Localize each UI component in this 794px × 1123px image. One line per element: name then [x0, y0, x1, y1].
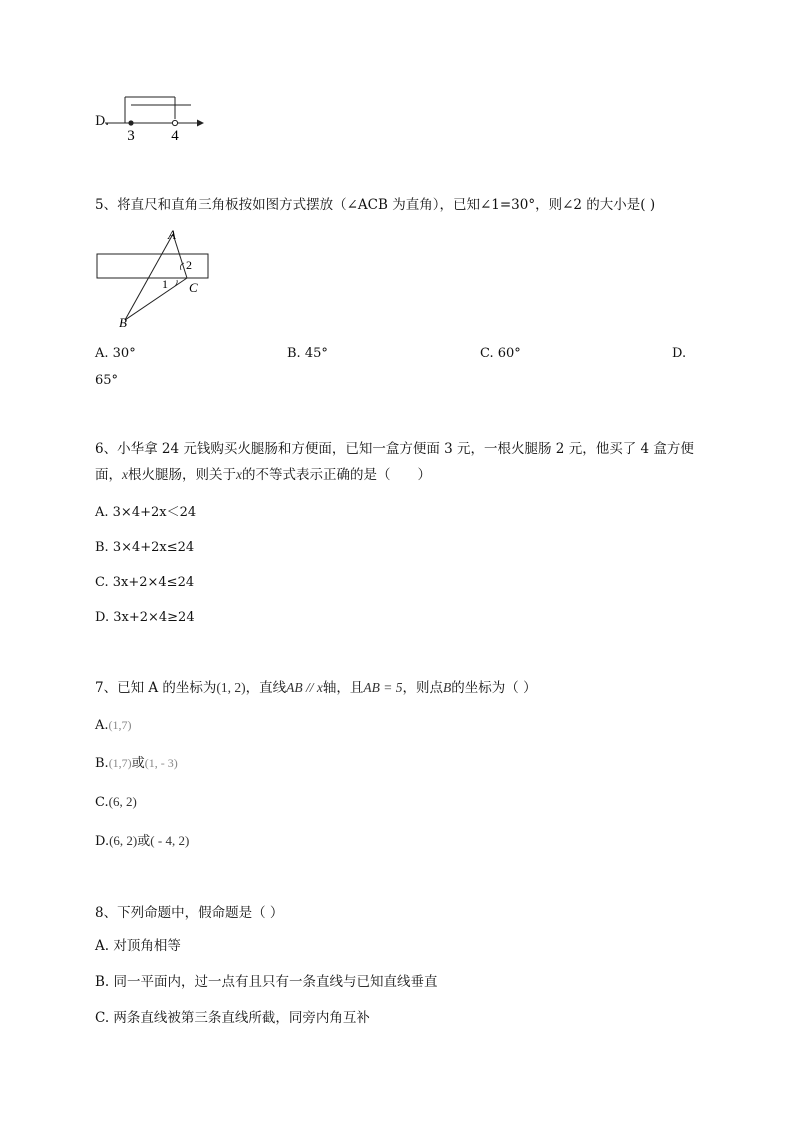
q7-option-a-coord: (1,7)	[108, 718, 132, 732]
q8-option-c: C. 两条直线被第三条直线所截，同旁内角互补	[95, 1010, 370, 1026]
q7-option-b-coord-1: (1,7)	[108, 756, 132, 770]
q6-option-d: D. 3x+2×4≥24	[95, 610, 195, 625]
q7-option-d-coord-2: ( - 4, 2)	[150, 833, 190, 848]
q8-option-b: B. 同一平面内，过一点有且只有一条直线与已知直线垂直	[95, 974, 438, 990]
q5-label-a: A	[168, 227, 176, 242]
q4-tick-label-4: 4	[171, 128, 179, 144]
q7-option-a-label: A.	[95, 718, 109, 733]
q4-solid-dot	[128, 120, 133, 125]
q5-label-2: 2	[186, 258, 192, 272]
q6-var-x: x	[122, 467, 128, 482]
q5-side-bc	[125, 278, 187, 320]
q7-point-b: B	[443, 680, 452, 695]
q6-stem-post: 的不等式表示正确的是（ ）	[242, 467, 431, 483]
q4-tick-label-3: 3	[127, 128, 135, 144]
q8-option-a: A. 对顶角相等	[95, 938, 181, 954]
q5-label-c: C	[189, 280, 198, 295]
q7-stem	[95, 679, 537, 697]
q8-stem: 8、下列命题中，假命题是（ ）	[95, 905, 284, 921]
q6-stem-pre: 面，	[95, 467, 122, 483]
q7-stem-post: 的坐标为（ ）	[451, 680, 537, 696]
q7-option-a	[95, 717, 132, 734]
q7-ab-expr: AB = 5	[363, 680, 403, 695]
q6-option-c: C. 3x+2×4≤24	[95, 575, 195, 590]
q7-option-c	[95, 794, 137, 811]
q7-option-d	[95, 833, 189, 850]
q7-option-b-label: B.	[95, 756, 109, 771]
q7-stem-mid-3: ，则点	[402, 680, 444, 696]
q5-option-d: D.	[672, 346, 687, 361]
q4-option-d-label: D.	[95, 114, 110, 129]
q5-option-c: C. 60°	[480, 346, 521, 361]
q7-option-d-or: 或	[137, 834, 151, 849]
q5-ruler-triangle-figure	[95, 225, 215, 330]
q7-option-b-or: 或	[131, 756, 145, 771]
q7-option-c-label: C.	[95, 795, 109, 810]
q7-coord-a: (1, 2)	[216, 680, 246, 695]
q7-stem-mid-2: 轴，且	[322, 680, 364, 696]
q7-option-d-label: D.	[95, 834, 110, 849]
q5-option-b: B. 45°	[287, 346, 328, 361]
q5-label-b: B	[119, 315, 127, 330]
q7-option-b	[95, 755, 178, 772]
q6-option-b: B. 3×4+2x≤24	[95, 540, 195, 555]
q7-option-b-coord-2: (1, - 3)	[144, 756, 178, 770]
q4-axis-arrow	[197, 120, 204, 127]
q7-stem-mid-1: ，直线	[245, 680, 287, 696]
q6-stem-line-1: 6、小华拿 24 元钱购买火腿肠和方便面，已知一盒方便面 3 元，一根火腿肠 2 元，他买了 4 盒方便	[95, 441, 694, 457]
q7-line-expr: AB // x	[286, 680, 323, 695]
q6-stem-mid: 根火腿肠，则关于	[128, 467, 236, 483]
q7-option-d-coord-1: (6, 2)	[109, 833, 138, 848]
q7-option-c-coord: (6, 2)	[108, 794, 137, 809]
q5-option-a: A. 30°	[95, 346, 136, 361]
q4-number-line-figure	[105, 90, 215, 148]
q6-option-a: A. 3×4+2x＜24	[95, 505, 197, 520]
q6-var-x-2: x	[236, 467, 242, 482]
q5-label-1: 1	[162, 277, 168, 291]
q7-stem-pre: 7、已知 A 的坐标为	[95, 680, 217, 696]
q5-option-d-value: 65°	[95, 373, 119, 388]
q5-stem: 5、将直尺和直角三角板按如图方式摆放（∠ACB 为直角），已知∠1=30°，则∠2 的大小是( )	[95, 197, 656, 213]
q6-stem-line-2	[95, 466, 431, 484]
q4-hollow-dot	[172, 120, 177, 125]
